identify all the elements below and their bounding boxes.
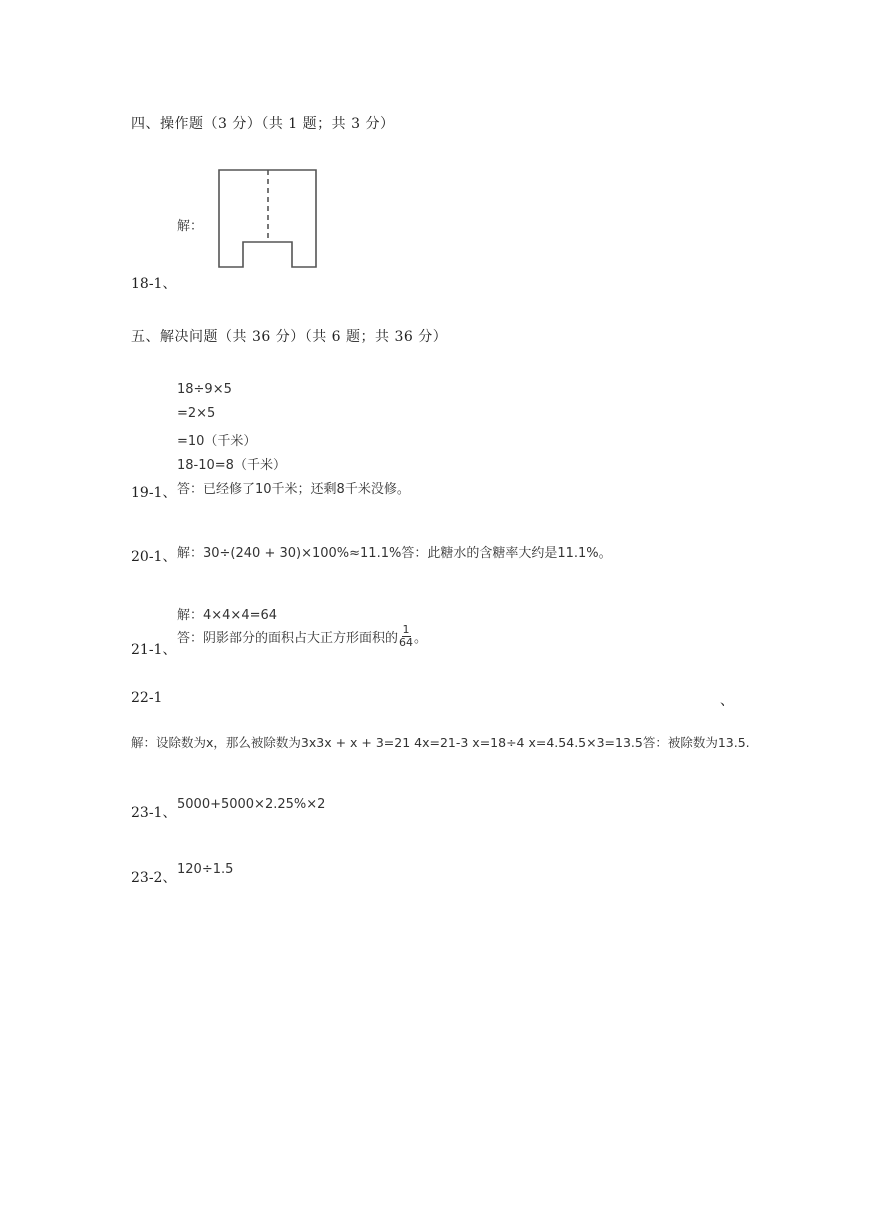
q23-1-number: 23-1、 — [131, 805, 177, 821]
fraction-denominator: 64 — [399, 636, 414, 649]
q21-1-line-2-suffix: 。 — [414, 631, 428, 646]
q20-1-answer: 解：30÷(240 + 30)×100%≈11.1%答：此糖水的含糖率大约是11.1%。 — [177, 546, 612, 561]
q18-1-number: 18-1、 — [131, 276, 177, 292]
q19-1-line-4: 18-10=8（千米） — [177, 458, 286, 473]
q19-1-line-2: =2×5 — [177, 406, 216, 421]
fraction-numerator: 1 — [402, 623, 410, 636]
q18-1-answer-label: 解： — [177, 219, 204, 234]
q19-1-line-1: 18÷9×5 — [177, 382, 232, 397]
q23-1-answer: 5000+5000×2.25%×2 — [177, 797, 326, 812]
q23-2-number: 23-2、 — [131, 870, 177, 886]
q18-1-shape-diagram — [212, 165, 322, 275]
q19-1-line-5: 答：已经修了10千米；还剩8千米没修。 — [177, 482, 410, 497]
q19-1-line-3: =10（千米） — [177, 434, 257, 449]
q21-1-line-2 — [177, 623, 428, 651]
q19-1-number: 19-1、 — [131, 485, 177, 501]
q21-1-line-2-prefix: 答：阴影部分的面积占大正方形面积的 — [177, 631, 399, 646]
section-5-title: 五、解决问题（共 36 分）（共 6 题；共 36 分） — [131, 329, 448, 345]
q22-1-trailing-mark: 、 — [720, 693, 734, 709]
q21-1-number: 21-1、 — [131, 642, 177, 658]
q22-1-answer: 解：设除数为x，那么被除数为3x3x + x + 3=21 4x=21-3 x=18÷4 x=4.54.5×3=13.5答：被除数为13.5. — [131, 735, 750, 750]
fraction — [399, 624, 413, 649]
q22-1-number: 22-1 — [131, 690, 163, 706]
q23-2-answer: 120÷1.5 — [177, 862, 234, 877]
section-4-title: 四、操作题（3 分）（共 1 题；共 3 分） — [131, 116, 395, 132]
q21-1-line-1: 解：4×4×4=64 — [177, 608, 278, 623]
q20-1-number: 20-1、 — [131, 549, 177, 565]
